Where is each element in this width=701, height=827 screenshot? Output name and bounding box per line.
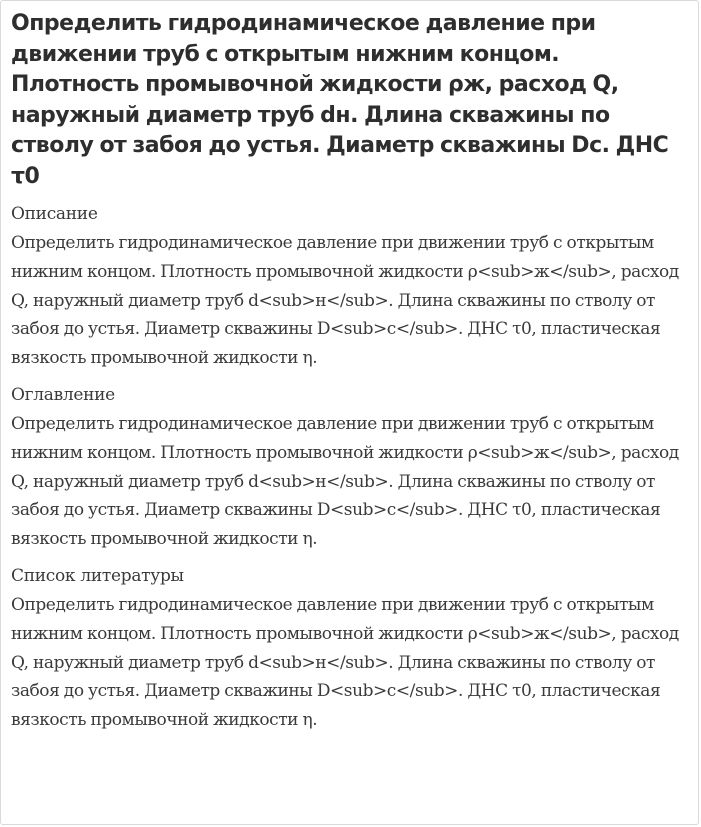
section-references <box>11 564 686 735</box>
section-description <box>11 202 686 373</box>
section-heading-contents: Оглавление <box>11 384 115 405</box>
section-heading-description: Описание <box>11 204 98 224</box>
section-body-description: Определить гидродинамическое давление при движении труб с открытым нижним концом. Плотность промывочной жидкости ρ<sub>ж</sub>, расход Q, наружный диаметр труб d<sub>н</sub>. Длина скважины по стволу от забоя до устья. Диаметр скважины D<sub>с</sub>. ДНС τ0, пластическая вязкость промывочной жидкости η. <box>11 233 679 369</box>
section-body-references: Определить гидродинамическое давление при движении труб с открытым нижним концом. Плотность промывочной жидкости ρ<sub>ж</sub>, расход Q, наружный диаметр труб d<sub>н</sub>. Длина скважины по стволу от забоя до устья. Диаметр скважины D<sub>с</sub>. ДНС τ0, пластическая вязкость промывочной жидкости η. <box>11 594 679 731</box>
section-body-contents: Определить гидродинамическое давление при движении труб с открытым нижним концом. Плотность промывочной жидкости ρ<sub>ж</sub>, расход Q, наружный диаметр труб d<sub>н</sub>. Длина скважины по стволу от забоя до устья. Диаметр скважины D<sub>с</sub>. ДНС τ0, пластическая вязкость промывочной жидкости η. <box>11 413 679 550</box>
section-contents <box>11 383 686 554</box>
section-heading-references: Список литературы <box>11 565 184 586</box>
document-title: Определить гидродинамическое давление при движении труб с открытым нижним концом. Плотность промывочной жидкости ρж, расход Q, наружный диаметр труб dн. Длина скважины по стволу от забоя до устья. Диаметр скважины Dс. ДНС τ0 <box>11 11 669 189</box>
